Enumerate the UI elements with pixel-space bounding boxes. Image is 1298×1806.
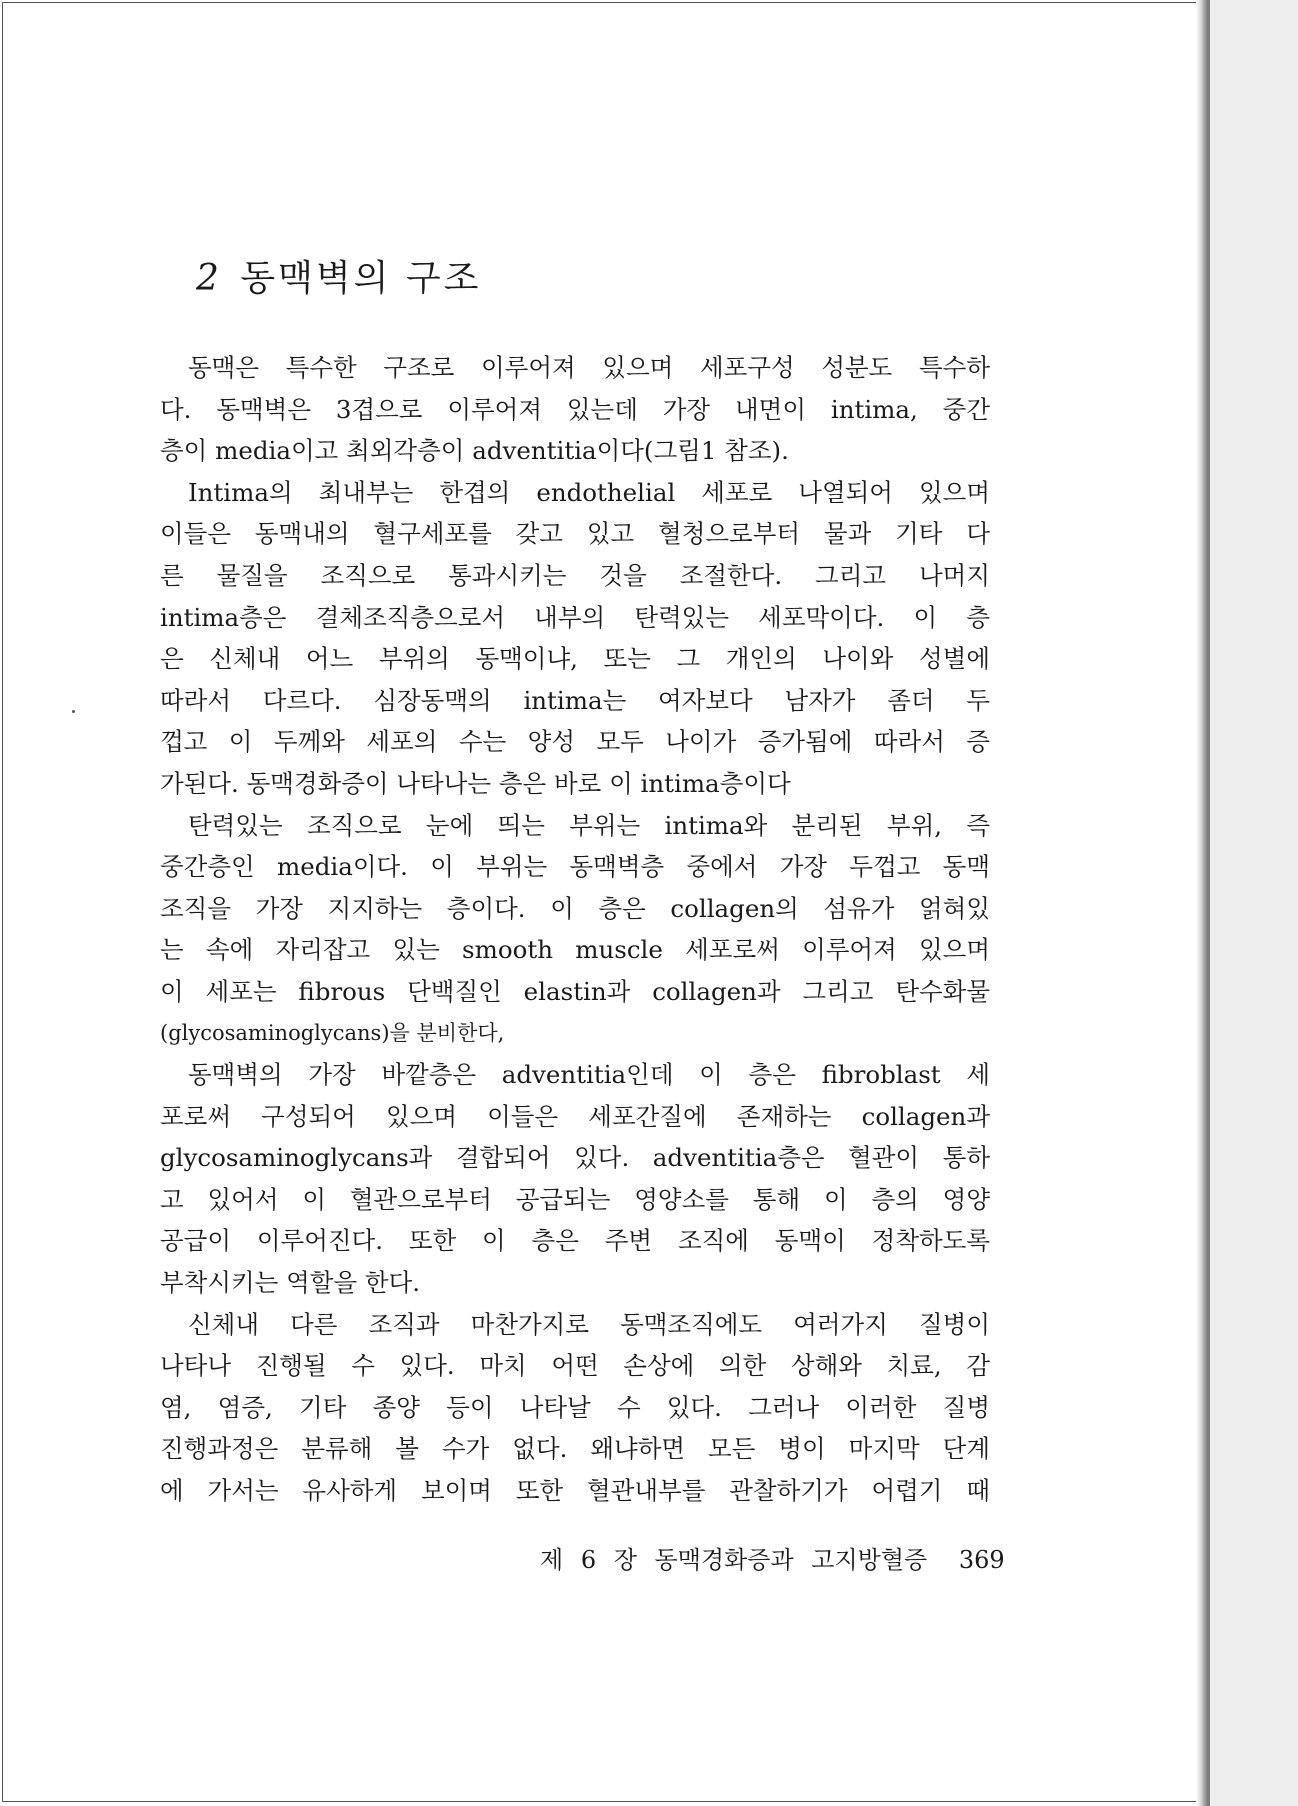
text-line: 고 있어서 이 혈관으로부터 공급되는 영양소를 통해 이 층의 영양 — [160, 1184, 990, 1214]
text-line: 다. 동맥벽은 3겹으로 이루어져 있는데 가장 내면이 intima, 중간 — [160, 394, 990, 424]
section-title: 동맥벽의 구조 — [240, 258, 482, 299]
body-text — [160, 347, 990, 1512]
text-line: 나타나 진행될 수 있다. 마치 어떤 손상에 의한 상해와 치료, 감 — [160, 1351, 990, 1381]
section-heading — [196, 250, 481, 301]
footer-title: 동맥경화증과 고지방혈증 — [654, 1546, 928, 1574]
text-line: 공급이 이루어진다. 또한 이 층은 주변 조직에 동맥이 정착하도록 — [160, 1226, 990, 1256]
text-line: 염, 염증, 기타 종양 등이 나타날 수 있다. 그러나 이러한 질병 — [160, 1392, 990, 1422]
text-line: 껍고 이 두께와 세포의 수는 양성 모두 나이가 증가됨에 따라서 증 — [160, 727, 990, 757]
text-line: 동맥벽의 가장 바깥층은 adventitia인데 이 층은 fibroblast 세 — [188, 1060, 990, 1090]
text-line: 가된다. 동맥경화증이 나타나는 층은 바로 이 intima층이다 — [160, 768, 791, 798]
page-edge-line — [1207, 0, 1210, 1806]
section-number: 2 — [196, 258, 222, 299]
text-line: 중간층인 media이다. 이 부위는 동맥벽층 중에서 가장 두껍고 동맥 — [160, 852, 990, 882]
text-line: 른 물질을 조직으로 통과시키는 것을 조절한다. 그리고 나머지 — [160, 560, 990, 590]
text-line: 에 가서는 유사하게 보이며 또한 혈관내부를 관찰하기가 어렵기 때 — [160, 1476, 990, 1506]
text-line: glycosaminoglycans과 결합되어 있다. adventitia층은 혈관이 통하 — [160, 1143, 990, 1173]
text-line: 이들은 동맥내의 혈구세포를 갖고 있고 혈청으로부터 물과 기타 다 — [160, 519, 990, 549]
page-footer — [540, 1540, 1005, 1575]
text-line: 동맥은 특수한 구조로 이루어져 있으며 세포구성 성분도 특수하 — [188, 353, 990, 382]
text-line: (glycosaminoglycans)을 분비한다, — [160, 1020, 505, 1045]
scan-margin — [1210, 0, 1298, 1806]
text-line: 조직을 가장 지지하는 층이다. 이 층은 collagen의 섬유가 얽혀있 — [160, 893, 990, 923]
text-line: 층이 media이고 최외각층이 adventitia이다(그림1 참조). — [160, 436, 789, 466]
text-line: Intima의 최내부는 한겹의 endothelial 세포로 나열되어 있으며 — [188, 477, 990, 507]
text-line: 따라서 다르다. 심장동맥의 intima는 여자보다 남자가 좀더 두 — [160, 685, 990, 715]
text-line: 이 세포는 fibrous 단백질인 elastin과 collagen과 그리고 탄수화물 — [160, 976, 990, 1006]
text-line: 은 신체내 어느 부위의 동맥이냐, 또는 그 개인의 나이와 성별에 — [160, 644, 990, 674]
text-line: 진행과정은 분류해 볼 수가 없다. 왜냐하면 모든 병이 마지막 단계 — [160, 1434, 990, 1464]
text-line: 는 속에 자리잡고 있는 smooth muscle 세포로써 이루어져 있으며 — [160, 935, 990, 965]
text-line: intima층은 결체조직층으로서 내부의 탄력있는 세포막이다. 이 층 — [160, 602, 990, 632]
text-line: 부착시키는 역할을 한다. — [160, 1268, 421, 1298]
text-line: 포로써 구성되어 있으며 이들은 세포간질에 존재하는 collagen과 — [160, 1101, 990, 1131]
text-line: 탄력있는 조직으로 눈에 띄는 부위는 intima와 분리된 부위, 즉 — [188, 810, 990, 840]
footer-chapter: 제 6 장 — [540, 1546, 637, 1574]
text-line: 신체내 다른 조직과 마찬가지로 동맥조직에도 여러가지 질병이 — [188, 1309, 990, 1339]
scan-speck — [72, 710, 75, 713]
page-number: 369 — [958, 1546, 1005, 1574]
